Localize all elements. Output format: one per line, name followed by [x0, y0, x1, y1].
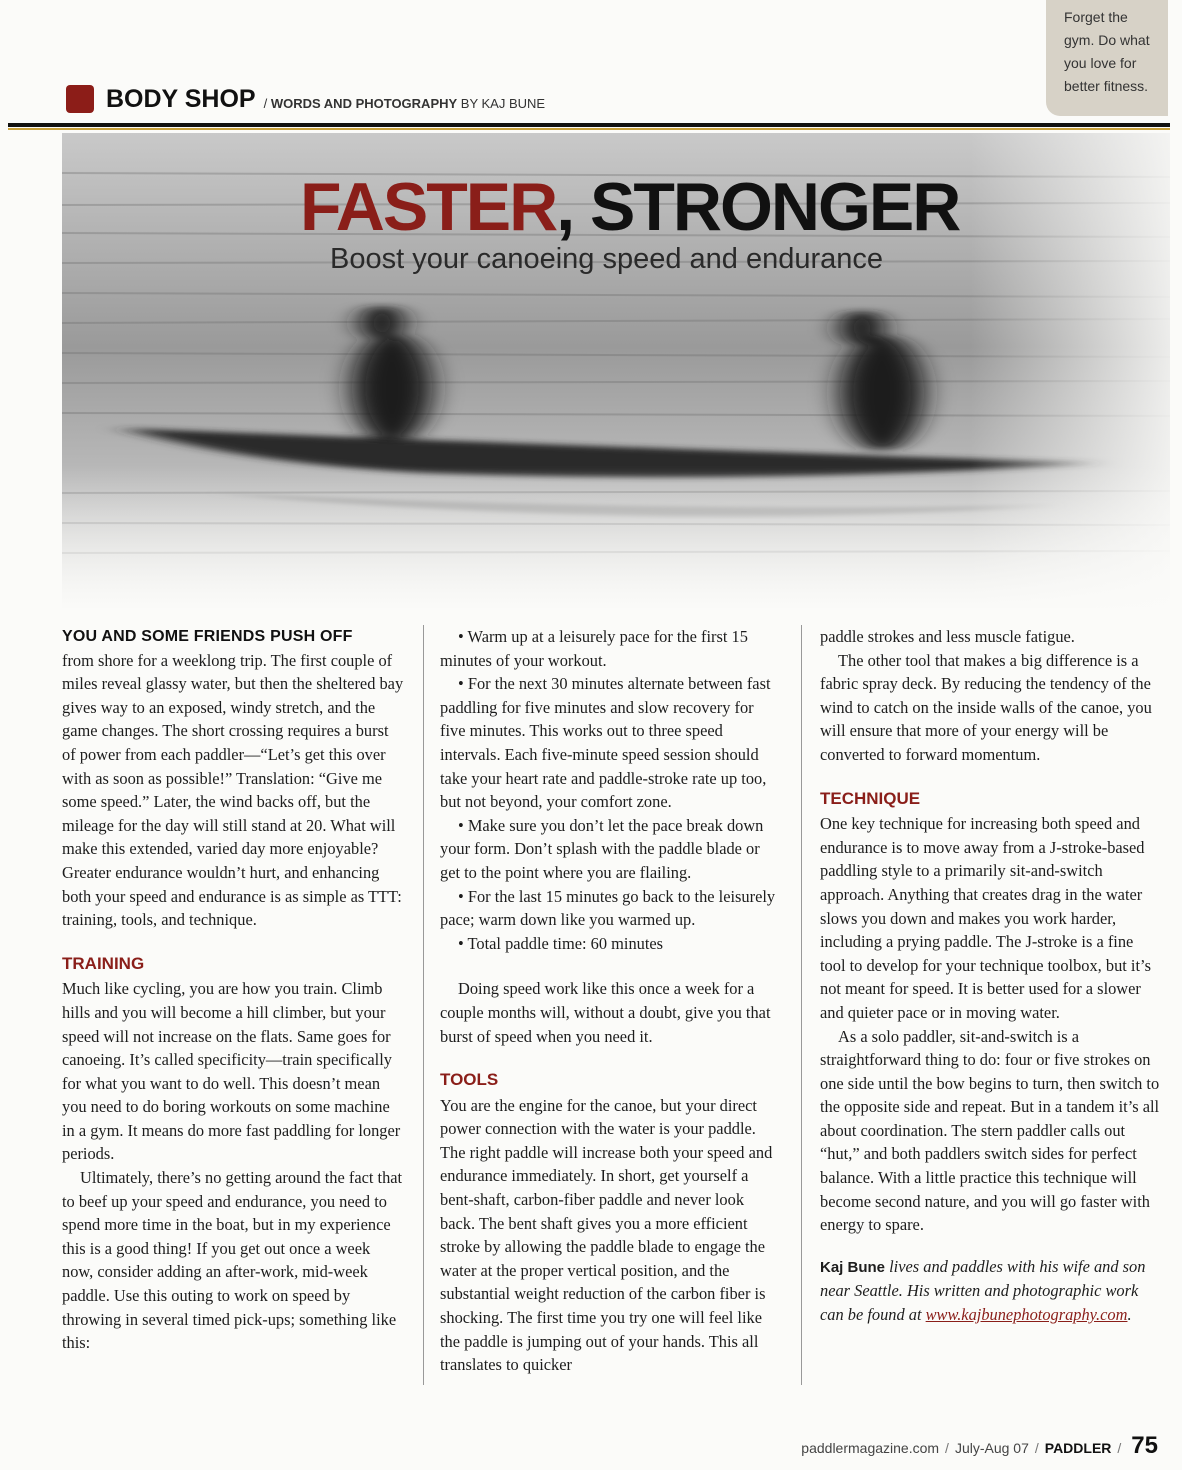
byline-separator: /: [263, 95, 268, 111]
column-divider: [801, 625, 802, 1385]
paragraph: As a solo paddler, sit-and-switch is a straightforward thing to do: four or five strokes on one side until the bow begins to turn, then switch to the opposite side and repeat. But in a tandem it’s all about coordination. The stern paddler calls out “hut,” and both paddlers switch sides for perfect balance. With a little practice this technique will become second nature, and you will go faster with energy to spare.: [820, 1026, 1160, 1235]
paragraph: Doing speed work like this once a week for a couple months will, without a doubt, give you that burst of speed when you need it.: [440, 979, 771, 1046]
header-rule: [8, 123, 1170, 127]
author-bio-text: lives and paddles with his wife and son near Seattle. His written and photographic work can be found at: [820, 1256, 1146, 1325]
headline: [300, 168, 959, 246]
byline-author: BY KAJ BUNE: [460, 95, 546, 111]
header-rule-accent: [8, 128, 1170, 130]
section-header: [66, 82, 545, 116]
paragraph: • For the last 15 minutes go back to the leisurely pace; warm down like you warmed up.: [440, 886, 776, 930]
article-column-1: [62, 625, 404, 1355]
paragraph: You are the engine for the canoe, but your direct power connection with the water is your paddle. The right paddle will increase both your speed and endurance immediately. In short, get yourself a bent-shaft, carbon-fiber paddle and never look back. The bent shaft gives you a more efficient stroke by allowing the paddle blade to engage the water at the proper vertical position, and the substantial weight reduction of the carbon fiber is shocking. The first time you try one will feel like the paddle is jumping out of your hands. This all translates to quicker: [440, 1095, 773, 1375]
page-footer: [801, 1432, 1158, 1460]
paragraph: One key technique for increasing both speed and endurance is to move away from a J-stroke-based paddling style to a primarily sit-and-switch approach. Anything that creates drag in the water slows you down and makes you work harder, including a prying paddle. The J-stroke is a fine tool to develop for your technique toolbox, but it’s not meant for speed. It is better used for a slower and quieter pace or in moving water.: [820, 814, 1151, 1022]
page-number: 75: [1131, 1432, 1158, 1459]
paragraph: • For the next 30 minutes alternate between fast paddling for five minutes and slow recovery for five minutes. This works out to three speed intervals. Each five-minute speed session should take your heart rate and paddle-stroke rate up too, but not beyond, your comfort zone.: [440, 674, 771, 812]
footer-magazine: PADDLER: [1044, 1440, 1112, 1456]
paragraph: paddle strokes and less muscle fatigue.: [820, 627, 1075, 646]
author-website-link[interactable]: www.kajbunephotography.com: [925, 1305, 1128, 1325]
author-name: Kaj Bune: [820, 1258, 886, 1276]
section-heading: TECHNIQUE: [820, 788, 921, 808]
article-column-2: [440, 625, 782, 1377]
headline-part-faster: FASTER: [300, 169, 557, 245]
lead-in: YOU AND SOME FRIENDS PUSH OFF: [62, 628, 353, 645]
footer-separator: /: [945, 1440, 949, 1456]
byline: [264, 96, 546, 111]
paragraph: Much like cycling, you are how you train. Climb hills and you will become a hill climber, but your speed will not increase on the flats. Same goes for canoeing. It’s called specificity—train specifically for what you want to do well. This doesn’t mean you need to do boring workouts on some machine in a gym. It means do more fast paddling for longer periods.: [62, 979, 401, 1164]
section-heading: TRAINING: [62, 953, 145, 973]
author-bio: [820, 1255, 1162, 1327]
paragraph: The other tool that makes a big difference is a fabric spray deck. By reducing the tendency of the wind to catch on the inside walls of the canoe, you will ensure that more of your energy will be converted to forward momentum.: [820, 650, 1152, 764]
headline-part-stronger: , STRONGER: [556, 169, 960, 245]
paragraph: • Make sure you don’t let the pace break down your form. Don’t splash with the paddle blade or get to the point where you are flailing.: [440, 815, 764, 882]
footer-separator: /: [1034, 1440, 1039, 1456]
paragraph: • Total paddle time: 60 minutes: [458, 933, 664, 953]
section-name: BODY SHOP: [106, 84, 256, 113]
author-bio-end: .: [1127, 1305, 1132, 1325]
article-column-3: [820, 625, 1162, 1327]
paragraph: from shore for a weeklong trip. The first couple of miles reveal glassy water, but then the sheltered bay gives way to an exposed, windy stretch, and the game changes. The short crossing requires a burst of power from each paddler—“Let’s get this over with as soon as possible!” Translation: “Give me some speed.” Later, the wind backs off, but the mileage for the day will still stand at 20. What will make this extended, varied day more enjoyable? Greater endurance wouldn’t hurt, and enhancing both your speed and endurance is as simple as TTT: training, tools, and technique.: [62, 650, 404, 930]
corner-note: Forget the gym. Do what you love for better fitness.: [1046, 0, 1168, 116]
paragraph-spacer: [440, 955, 782, 977]
section-heading: TOOLS: [440, 1070, 499, 1090]
footer-separator: /: [1117, 1440, 1122, 1456]
paragraph: Ultimately, there’s no getting around the fact that to beef up your speed and endurance, you need to spend more time in the boat, but in my experience this is a good thing! If you get out once a week now, consider adding an after-work, mid-week paddle. Use this outing to work on speed by throwing in several timed pick-ups; something like this:: [62, 1168, 403, 1353]
subheadline: Boost your canoeing speed and endurance: [330, 243, 884, 275]
column-divider: [423, 625, 424, 1385]
footer-site: paddlermagazine.com: [801, 1440, 940, 1456]
section-marker-icon: [66, 85, 94, 113]
footer-issue: July-Aug 07: [954, 1440, 1029, 1456]
byline-credit: WORDS AND PHOTOGRAPHY: [270, 95, 458, 111]
paragraph: • Warm up at a leisurely pace for the first 15 minutes of your workout.: [440, 627, 748, 670]
